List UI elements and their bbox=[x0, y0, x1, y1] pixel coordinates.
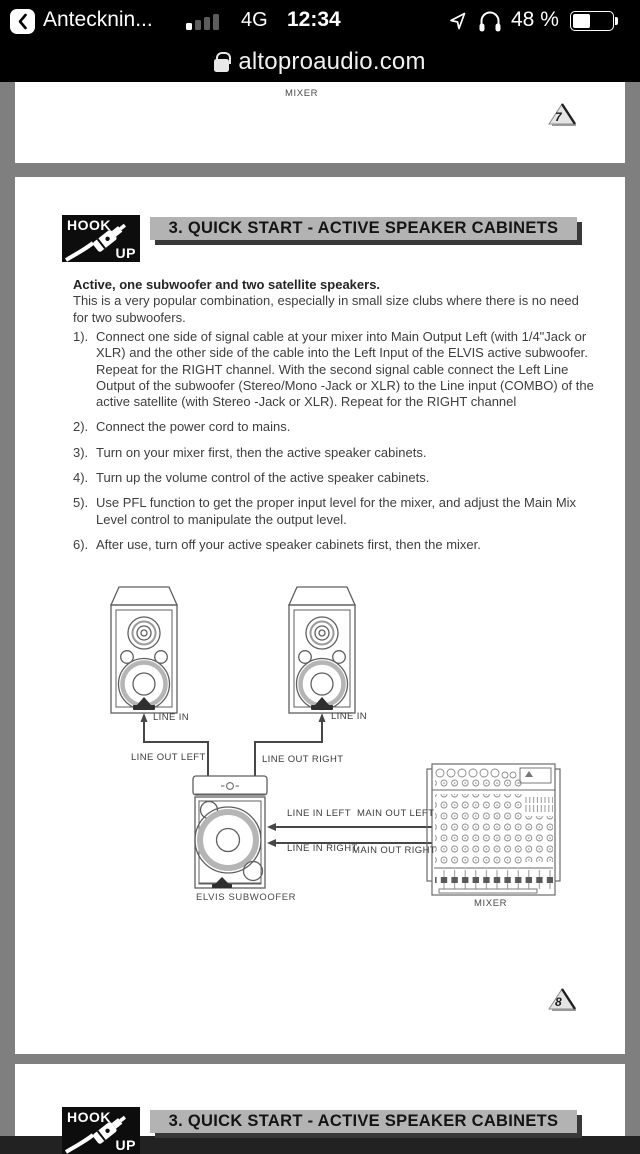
step-5-text: Use PFL function to get the proper input level for the mixer, and adjust the Main Mix Level control to manipulate the output level. bbox=[96, 495, 577, 527]
page-number-marker-7 bbox=[547, 102, 577, 126]
hookup-diagram bbox=[15, 580, 625, 915]
battery-icon bbox=[570, 11, 614, 31]
step-2-text: Connect the power cord to mains. bbox=[96, 419, 291, 435]
step-3-text: Turn on your mixer first, then the active speaker cabinets. bbox=[96, 444, 427, 460]
step-2 bbox=[73, 419, 594, 435]
network-type-label: 4G bbox=[241, 9, 268, 31]
triangle-marker-icon bbox=[547, 102, 577, 126]
step-1-text: Connect one side of signal cable at your mixer into Main Output Left (with 1/4"Jack or XLR) and the other side of the cable into the Left Input of the ELVIS active subwoofer. Repeat for the RIGHT channel. With the second signal cable connect the Left Line Output of the subwoofer (Stereo/Mono -Jack or XLR) to the Line input (COMBO) of the active satellite (with Stereo -Jack or XLR). Repeat for the RIGHT channel bbox=[96, 329, 594, 410]
hook-up-logo bbox=[62, 215, 140, 262]
logo-hook-text: HOOK bbox=[67, 217, 111, 233]
headphones-icon bbox=[478, 11, 502, 32]
step-4-text: Turn up the volume control of the active speaker cabinets. bbox=[96, 470, 430, 486]
step-5-number: 5). bbox=[73, 495, 89, 511]
logo-up-text: UP bbox=[115, 245, 136, 261]
pdf-viewport[interactable] bbox=[0, 82, 640, 1153]
page-number-8: 8 bbox=[555, 995, 562, 1009]
page-number-7: 7 bbox=[555, 110, 562, 124]
pdf-page-9-top bbox=[15, 1064, 625, 1153]
step-3 bbox=[73, 445, 594, 461]
intro-heading: Active, one subwoofer and two satellite speakers. bbox=[73, 277, 381, 292]
label-line-in-left: LINE IN LEFT bbox=[287, 808, 351, 819]
step-3-number: 3). bbox=[73, 444, 89, 460]
label-line-out-right: LINE OUT RIGHT bbox=[262, 754, 344, 765]
logo-hook-text-next: HOOK bbox=[67, 1109, 111, 1125]
step-2-number: 2). bbox=[73, 419, 89, 435]
section-header-next-text: 3. QUICK START - ACTIVE SPEAKER CABINETS bbox=[168, 1112, 559, 1130]
hook-up-logo-next bbox=[62, 1107, 140, 1154]
subwoofer-caption: ELVIS SUBWOOFER bbox=[196, 892, 297, 903]
section-header-text: 3. QUICK START - ACTIVE SPEAKER CABINETS bbox=[168, 219, 559, 237]
step-5 bbox=[73, 495, 594, 528]
quick-start-steps bbox=[73, 329, 594, 562]
mixer-caption-prev-page: MIXER bbox=[285, 88, 319, 99]
step-6 bbox=[73, 537, 594, 553]
logo-up-text-next: UP bbox=[115, 1137, 136, 1153]
back-to-app-button[interactable] bbox=[10, 9, 35, 34]
triangle-marker-icon bbox=[547, 987, 577, 1011]
previous-app-name[interactable]: Antecknin... bbox=[43, 8, 153, 31]
label-main-out-left: MAIN OUT LEFT bbox=[357, 808, 435, 819]
status-bar bbox=[0, 0, 640, 42]
label-line-in-right: LINE IN RIGHT bbox=[287, 843, 358, 854]
cellular-signal-icon bbox=[186, 13, 226, 30]
address-bar[interactable] bbox=[0, 42, 640, 82]
step-1 bbox=[73, 329, 594, 410]
label-main-out-right: MAIN OUT RIGHT bbox=[352, 845, 437, 856]
hookup-diagram-art bbox=[15, 580, 625, 915]
section-header bbox=[150, 217, 577, 240]
page-number-marker-8 bbox=[547, 987, 577, 1011]
ssl-lock-icon bbox=[214, 59, 229, 72]
intro-body: This is a very popular combination, especially in small size clubs where there is no need for two subwoofers. bbox=[73, 293, 579, 325]
section-header-next bbox=[150, 1110, 577, 1133]
label-line-in-right-sat: LINE IN bbox=[331, 711, 368, 722]
location-services-icon bbox=[448, 11, 468, 31]
url-domain: altoproaudio.com bbox=[238, 48, 426, 75]
pdf-page-8 bbox=[15, 177, 625, 1054]
label-line-in-left-sat: LINE IN bbox=[153, 712, 190, 723]
step-6-text: After use, turn off your active speaker cabinets first, then the mixer. bbox=[96, 536, 481, 552]
step-4-number: 4). bbox=[73, 470, 89, 486]
pdf-page-7-bottom bbox=[15, 82, 625, 163]
clock-label: 12:34 bbox=[287, 8, 341, 31]
step-1-number: 1). bbox=[73, 329, 89, 344]
step-6-number: 6). bbox=[73, 536, 89, 552]
label-line-out-left: LINE OUT LEFT bbox=[131, 752, 206, 763]
battery-percentage-label: 48 % bbox=[511, 8, 559, 31]
step-4 bbox=[73, 470, 594, 486]
chevron-left-icon bbox=[17, 13, 28, 30]
mixer-caption: MIXER bbox=[474, 898, 508, 909]
